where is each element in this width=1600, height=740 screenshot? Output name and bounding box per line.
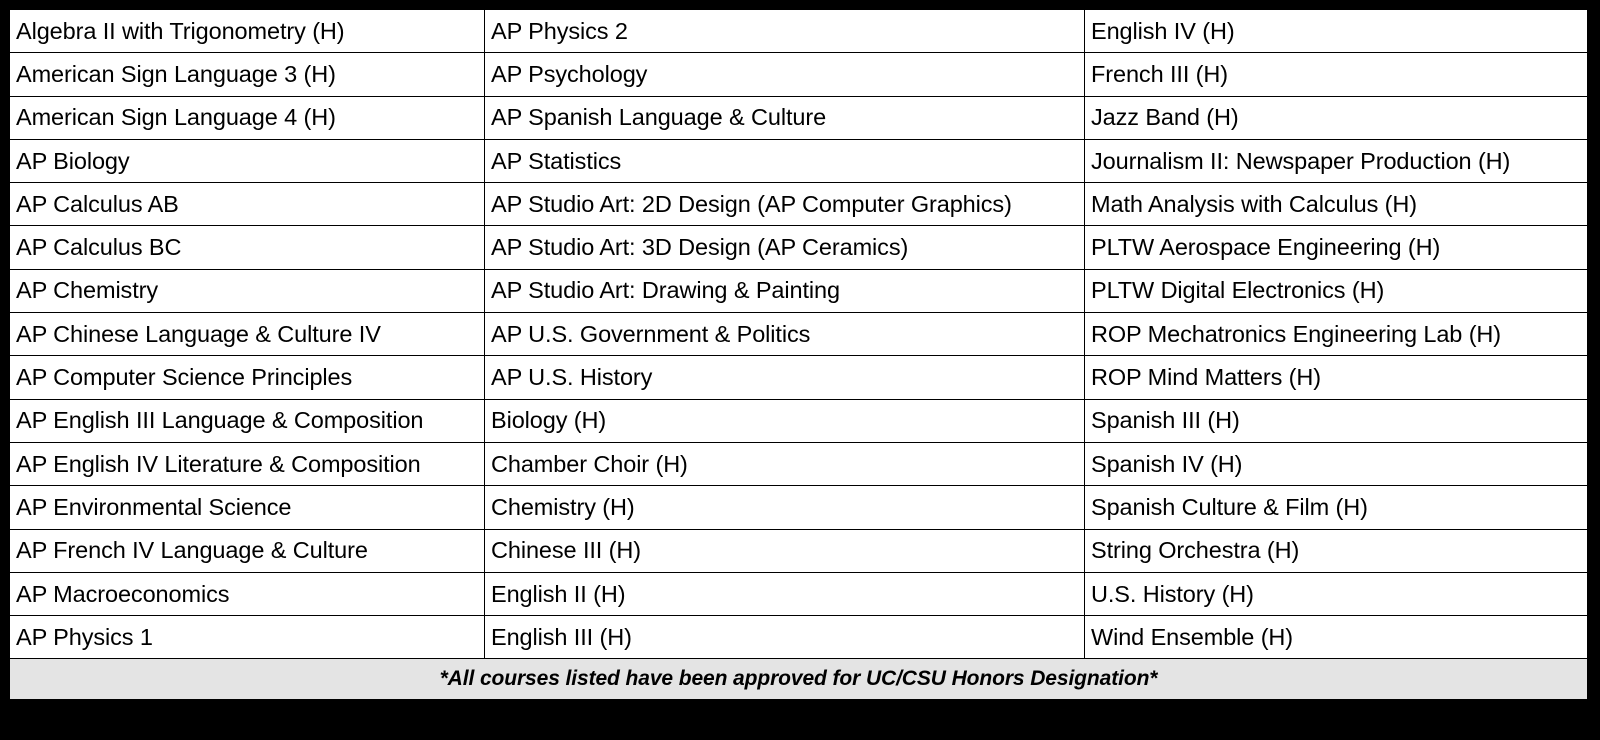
table-row: [10, 399, 1588, 442]
table-row: [10, 226, 1588, 269]
table-row: [10, 10, 1588, 53]
table-row: [10, 53, 1588, 96]
course-cell: AP Chemistry: [10, 269, 485, 312]
course-cell: Math Analysis with Calculus (H): [1085, 183, 1588, 226]
course-cell: American Sign Language 4 (H): [10, 96, 485, 139]
course-cell: AP Chinese Language & Culture IV: [10, 313, 485, 356]
course-cell: AP Computer Science Principles: [10, 356, 485, 399]
table-row: [10, 572, 1588, 615]
course-cell: Chemistry (H): [485, 486, 1085, 529]
course-cell: AP Calculus AB: [10, 183, 485, 226]
course-cell: AP U.S. Government & Politics: [485, 313, 1085, 356]
course-cell: ROP Mind Matters (H): [1085, 356, 1588, 399]
table-row: [10, 139, 1588, 182]
table-row: [10, 269, 1588, 312]
course-cell: Spanish Culture & Film (H): [1085, 486, 1588, 529]
table-row: [10, 183, 1588, 226]
course-cell: English IV (H): [1085, 10, 1588, 53]
course-cell: AP Macroeconomics: [10, 572, 485, 615]
course-cell: Jazz Band (H): [1085, 96, 1588, 139]
course-cell: String Orchestra (H): [1085, 529, 1588, 572]
table-row: [10, 313, 1588, 356]
course-cell: AP Studio Art: 2D Design (AP Computer Graphics): [485, 183, 1085, 226]
footnote-row: [10, 659, 1588, 700]
course-cell: Chamber Choir (H): [485, 442, 1085, 485]
course-cell: AP Biology: [10, 139, 485, 182]
honors-footnote: *All courses listed have been approved for UC/CSU Honors Designation*: [10, 659, 1588, 700]
table-row: [10, 486, 1588, 529]
course-cell: PLTW Digital Electronics (H): [1085, 269, 1588, 312]
course-cell: AP Calculus BC: [10, 226, 485, 269]
course-cell: American Sign Language 3 (H): [10, 53, 485, 96]
course-cell: AP Statistics: [485, 139, 1085, 182]
table-row: [10, 616, 1588, 659]
course-cell: Biology (H): [485, 399, 1085, 442]
course-cell: ROP Mechatronics Engineering Lab (H): [1085, 313, 1588, 356]
table-row: [10, 529, 1588, 572]
course-cell: AP Physics 1: [10, 616, 485, 659]
course-cell: AP Environmental Science: [10, 486, 485, 529]
course-cell: AP English IV Literature & Composition: [10, 442, 485, 485]
course-cell: AP Physics 2: [485, 10, 1085, 53]
course-list-frame: [9, 9, 1588, 731]
table-row: [10, 442, 1588, 485]
course-cell: AP U.S. History: [485, 356, 1085, 399]
course-cell: Spanish III (H): [1085, 399, 1588, 442]
course-cell: AP Spanish Language & Culture: [485, 96, 1085, 139]
course-table-body: [10, 10, 1588, 700]
course-cell: AP Studio Art: Drawing & Painting: [485, 269, 1085, 312]
course-cell: Spanish IV (H): [1085, 442, 1588, 485]
course-cell: Journalism II: Newspaper Production (H): [1085, 139, 1588, 182]
honors-courses-table: [9, 9, 1588, 700]
course-cell: PLTW Aerospace Engineering (H): [1085, 226, 1588, 269]
course-cell: Algebra II with Trigonometry (H): [10, 10, 485, 53]
course-cell: English II (H): [485, 572, 1085, 615]
table-row: [10, 356, 1588, 399]
course-cell: AP French IV Language & Culture: [10, 529, 485, 572]
course-cell: U.S. History (H): [1085, 572, 1588, 615]
course-cell: AP Studio Art: 3D Design (AP Ceramics): [485, 226, 1085, 269]
course-cell: AP English III Language & Composition: [10, 399, 485, 442]
table-row: [10, 96, 1588, 139]
course-cell: Chinese III (H): [485, 529, 1085, 572]
course-cell: AP Psychology: [485, 53, 1085, 96]
course-cell: French III (H): [1085, 53, 1588, 96]
course-cell: English III (H): [485, 616, 1085, 659]
course-cell: Wind Ensemble (H): [1085, 616, 1588, 659]
